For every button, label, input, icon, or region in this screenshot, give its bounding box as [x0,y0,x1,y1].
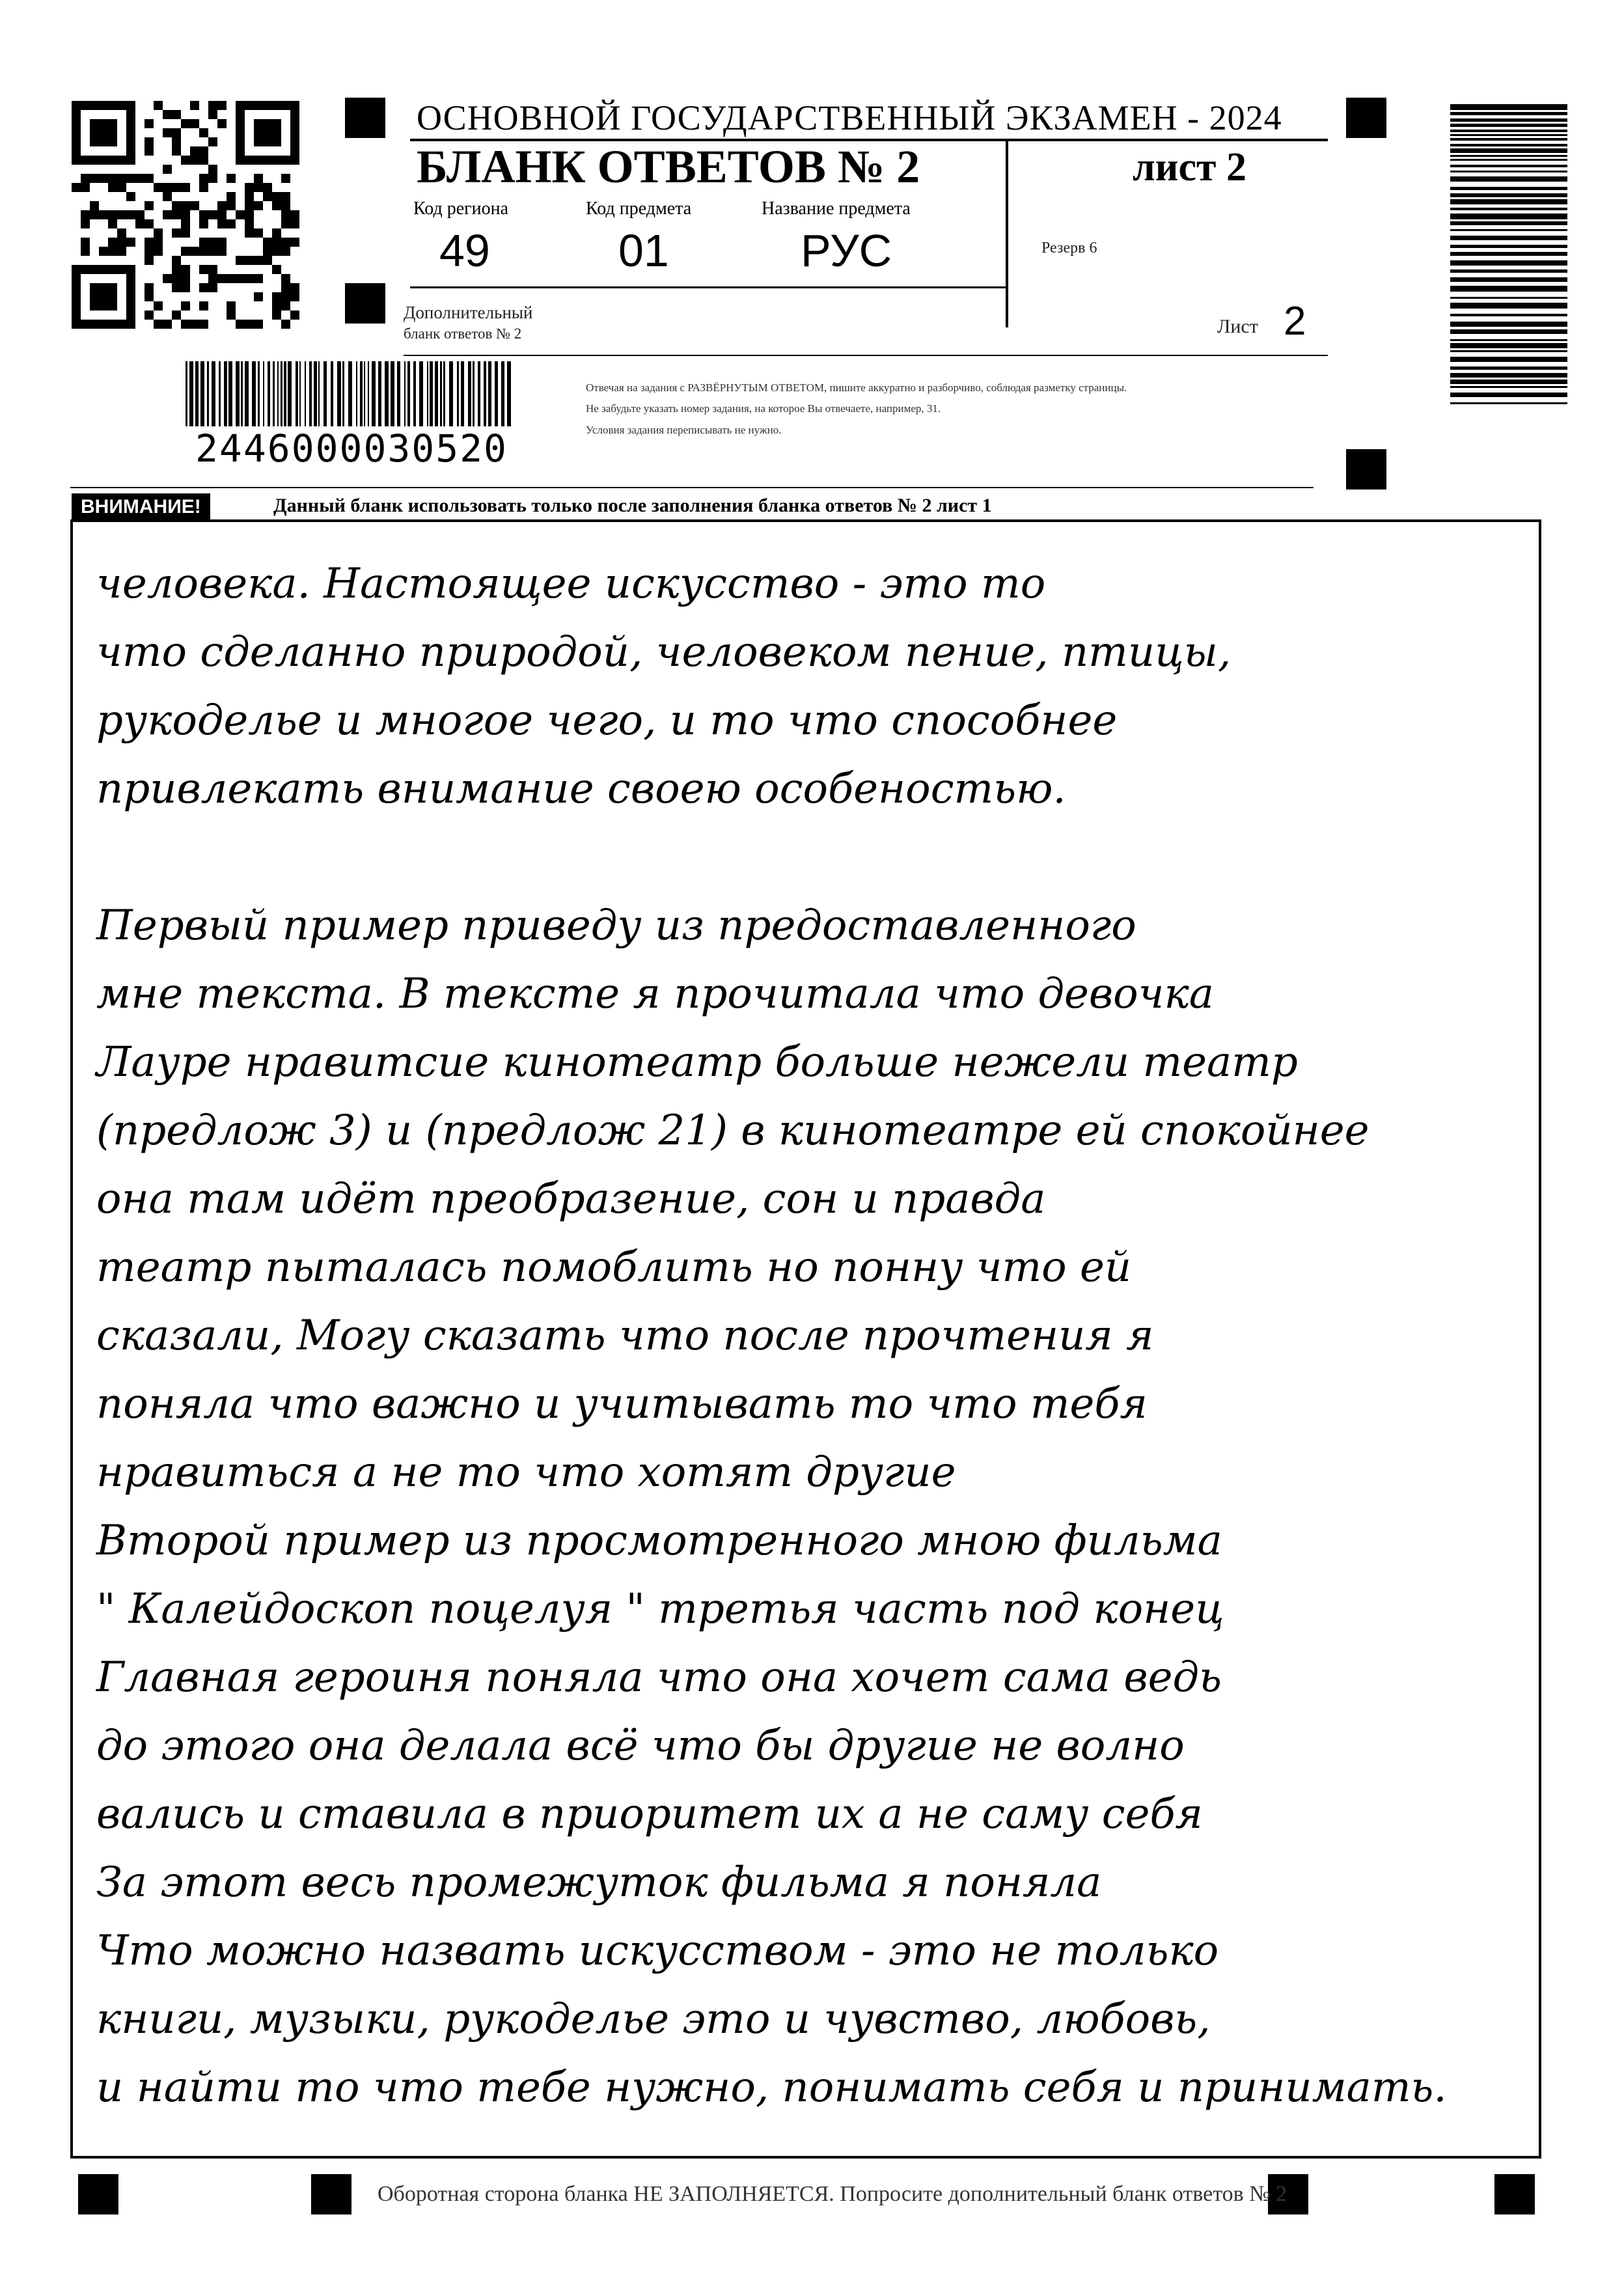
subject-name-label: Название предмета [762,199,911,219]
answer-line: вались и ставила в приоритет их а не саму себя [96,1790,1203,1838]
answer-line: Главная героиня поняла что она хочет сама ведь [96,1653,1222,1702]
header-divider [1006,139,1008,327]
alignment-mark-mid-right [1346,449,1386,490]
footer-note: Оборотная сторона бланка НЕ ЗАПОЛНЯЕТСЯ. Попросите дополнительный бланк ответов № 2 [378,2182,1287,2206]
barcode-number: 2446000030520 [195,426,508,471]
list-underline [404,355,1328,356]
list-value: 2 [1284,299,1306,344]
alignment-mark-bottom-1 [78,2174,118,2214]
attention-rule [70,487,1314,488]
vertical-barcode [1450,104,1567,410]
instruction-line-3: Условия задания переписывать не нужно. [586,423,782,436]
answer-line: до этого она делала всё что бы другие не волно [96,1722,1185,1770]
answer-line: " Калейдоскоп поцелуя " третья часть под конец [96,1585,1224,1633]
answer-line: сказали, Могу сказать что после прочтения я [96,1312,1154,1360]
alignment-mark-top-right [1346,98,1386,138]
fields-underline [410,286,1006,288]
answer-line: Что можно назвать искусством - это не только [96,1927,1219,1975]
attention-text: Данный бланк использовать только после заполнения бланка ответов № 2 лист 1 [273,495,992,516]
alignment-mark-bottom-2 [311,2174,351,2214]
list-label: Лист [1217,316,1258,337]
answer-line: и найти то что тебе нужно, понимать себя и принимать. [96,2063,1447,2112]
qr-code [72,101,299,329]
answer-line: поняла что важно и учитывать то что тебя [96,1380,1148,1428]
answer-line: человека. Настоящее искусство - это то [96,560,1046,608]
alignment-mark-mid-left [345,283,385,324]
answer-line: мне текста. В тексте я прочитала что девочка [96,970,1214,1018]
answer-line: (предлож 3) и (предлож 21) в кинотеатре ей спокойнее [96,1107,1369,1155]
answer-line: За этот весь промежуток фильма я поняла [96,1858,1102,1907]
answer-line: театр пыталась помоблить но понну что ей [96,1243,1132,1291]
answer-line: она там идёт преобразение, сон и правда [96,1175,1046,1223]
answer-line: рукоделье и многое чего, и то что способнее [96,697,1118,745]
alignment-mark-bottom-4 [1494,2174,1535,2214]
answer-line: нравиться а не то что хотят другие [96,1448,956,1497]
answer-line: книги, музыки, рукоделье это и чувство, любовь, [96,1995,1211,2043]
sheet-title: лист 2 [1133,145,1246,189]
instructions [586,378,1399,441]
form-title: БЛАНК ОТВЕТОВ № 2 [417,141,920,193]
extra-forms-label-1: Дополнительный [404,303,533,322]
region-value: 49 [439,225,490,276]
subject-name-value: РУС [801,225,892,276]
answer-line: Лауре нравитсие кинотеатр больше нежели театр [96,1038,1298,1086]
answer-line: что сделанно природой, человеком пение, птицы, [96,628,1232,676]
exam-title: ОСНОВНОЙ ГОСУДАРСТВЕННЫЙ ЭКЗАМЕН - 2024 [417,98,1282,137]
attention-badge: ВНИМАНИЕ! [72,493,210,521]
region-label: Код региона [413,199,509,219]
answer-line: привлекать внимание своею особеностью. [96,765,1066,813]
instruction-line-1: Отвечая на задания с РАЗВЁРНУТЫМ ОТВЕТОМ, пишите аккуратно и разборчиво, соблюдая разметку страницы. [586,381,1127,394]
answer-line: Первый пример приведу из предоставленного [96,902,1136,950]
subject-code-value: 01 [618,225,669,276]
extra-forms-label-2: бланк ответов № 2 [404,325,522,342]
subject-code-label: Код предмета [586,199,692,219]
instruction-line-2: Не забудьте указать номер задания, на которое Вы отвечаете, например, 31. [586,402,941,415]
alignment-mark-top-left [345,98,385,138]
answer-line: Второй пример из просмотренного мною фильма [96,1517,1222,1565]
reserve-label: Резерв 6 [1041,240,1097,256]
